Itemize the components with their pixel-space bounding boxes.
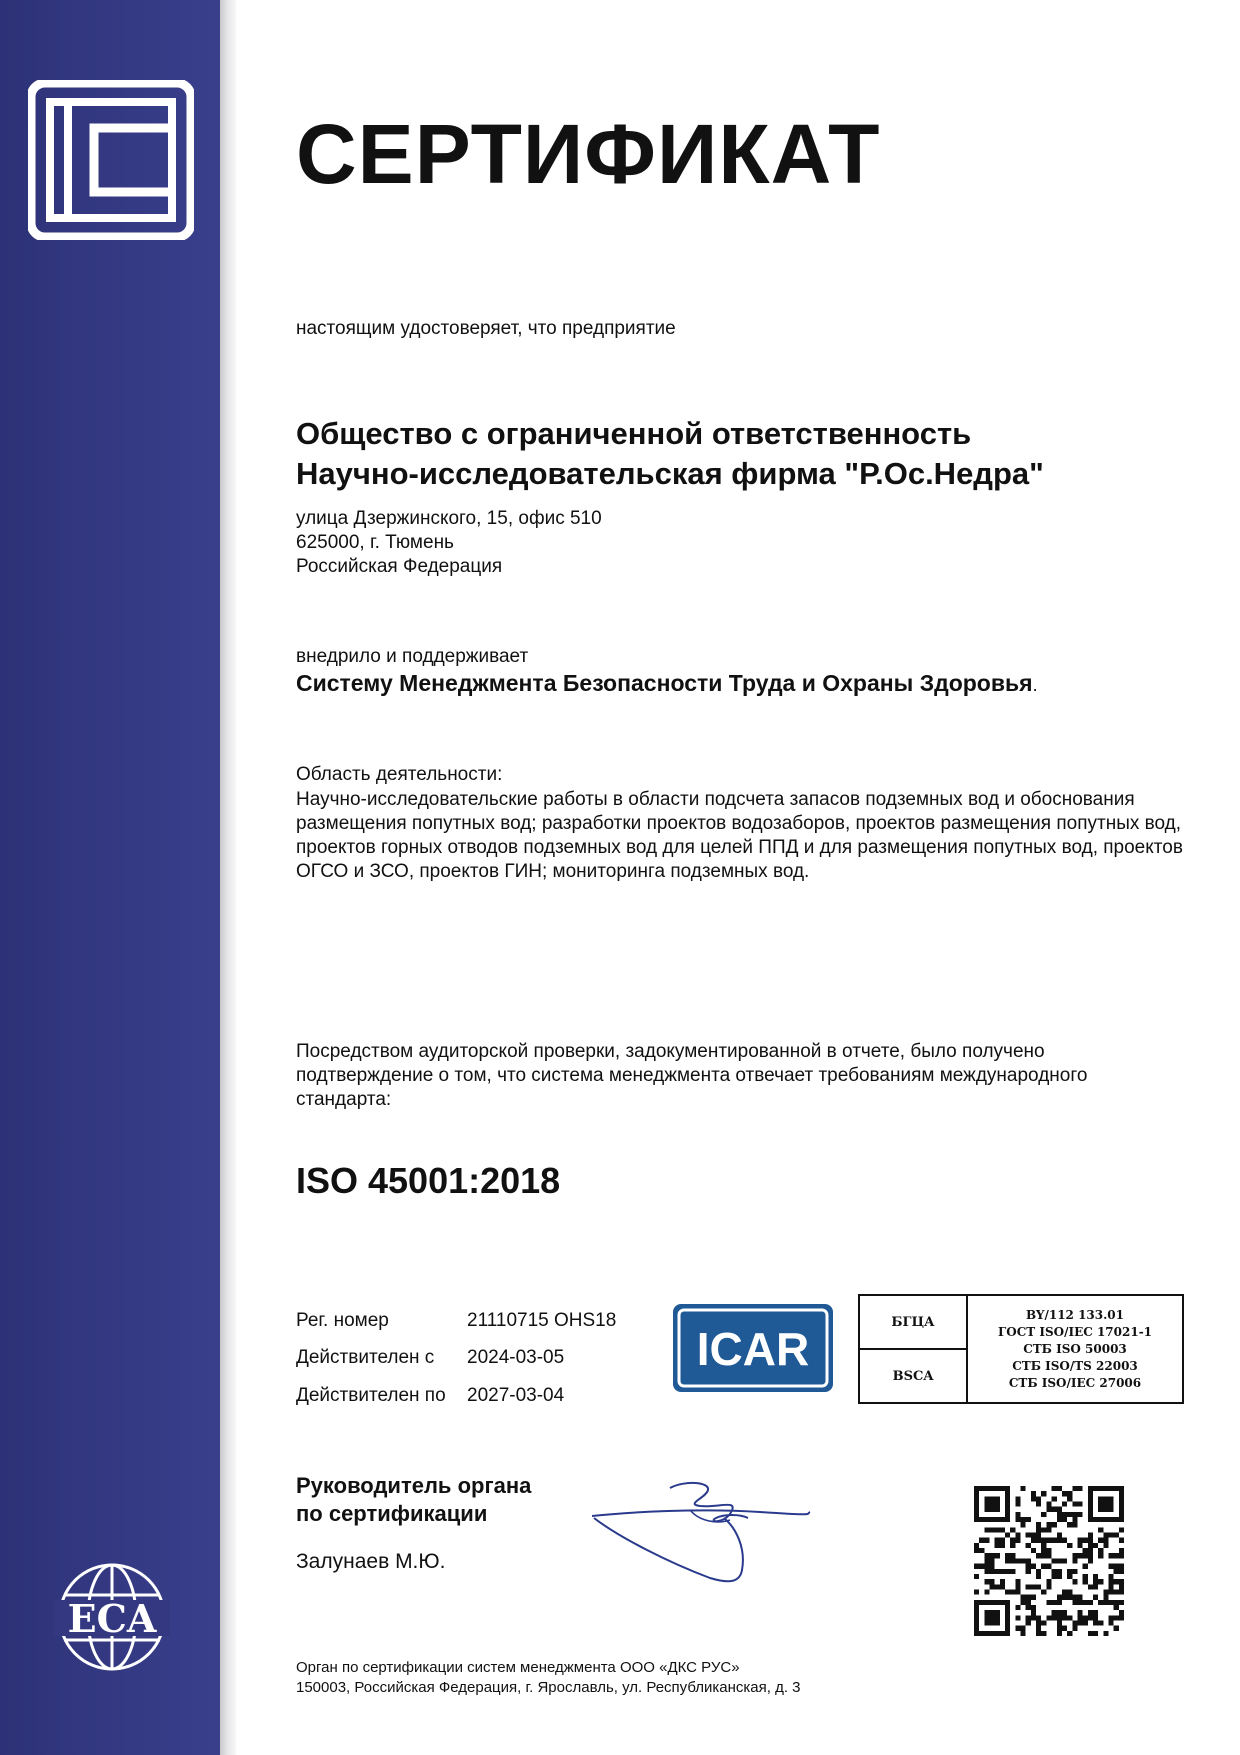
system-name: Систему Менеджмента Безопасности Труда и Охраны Здоровья (296, 670, 1033, 696)
accreditation-body-ru: БГЦА (859, 1295, 967, 1349)
intro-text: настоящим удостоверяет, что предприятие (296, 318, 676, 339)
company-name (296, 414, 1044, 494)
head-of-body-title (296, 1472, 531, 1528)
accreditation-line: СТБ ISO/TS 22003 (1012, 1358, 1138, 1373)
sidebar-edge (220, 0, 236, 1755)
ds-logo-icon (28, 80, 194, 240)
scope-text: Научно-исследовательские работы в области подсчета запасов подземных вод и обоснования размещения попутных вод; разработки проектов водозаборов, проектов размещения попутных вод, проектов горных отводов подземных вод для целей ППД и для размещения попутных вод, проектов ОГСО и ЗСО, проектов ГИН; мониторинга подземных вод. (296, 789, 1183, 882)
accreditation-table (858, 1294, 1184, 1404)
sidebar-band (0, 0, 220, 1755)
accreditation-line: BY/112 133.01 (1025, 1307, 1125, 1322)
accreditation-line: ГОСТ ISO/IEC 17021-1 (997, 1324, 1153, 1339)
audit-text: Посредством аудиторской проверки, задокументированной в отчете, было получено подтверждение о том, что система менеджмента отвечает требованиям международного стандарта: (296, 1041, 1088, 1110)
company-name-line1: Общество с ограниченной ответственность (296, 416, 972, 451)
eca-globe-logo (48, 1560, 176, 1678)
footer (296, 1658, 801, 1698)
scope-label: Область деятельности: (296, 764, 503, 785)
system-suffix: . (1032, 675, 1038, 695)
qr-code (974, 1486, 1124, 1636)
icar-logo-text: ICAR (696, 1323, 810, 1375)
implemented-label: внедрило и поддерживает (296, 646, 529, 667)
certificate-title: СЕРТИФИКАТ (296, 107, 881, 201)
accreditation-line: СТБ ISO 50003 (1023, 1341, 1127, 1356)
address-country: Российская Федерация (296, 556, 503, 577)
company-address (296, 507, 602, 579)
address-city: 625000, г. Тюмень (296, 532, 454, 553)
icar-logo (672, 1303, 834, 1393)
head-title-line1: Руководитель органа (296, 1473, 532, 1498)
reg-number-value: 21110715 OHS18 (467, 1310, 617, 1331)
eca-logo-text: ECA (67, 1596, 157, 1641)
management-system (296, 670, 1038, 697)
head-name: Залунаев М.Ю. (296, 1550, 446, 1573)
valid-to-value: 2027-03-04 (467, 1385, 565, 1406)
accreditation-standards (967, 1295, 1183, 1403)
valid-to-label: Действителен по (296, 1385, 446, 1406)
company-name-line2: Научно-исследовательская фирма "Р.Ос.Недра" (296, 456, 1044, 491)
valid-from-label: Действителен с (296, 1347, 435, 1368)
head-title-line2: по сертификации (296, 1501, 488, 1526)
standard-name: ISO 45001:2018 (296, 1160, 561, 1201)
footer-line1: Орган по сертификации систем менеджмента ООО «ДКС РУС» (296, 1659, 740, 1676)
reg-number-label: Рег. номер (296, 1310, 389, 1331)
accreditation-body-en: BSCA (859, 1349, 967, 1403)
address-street: улица Дзержинского, 15, офис 510 (296, 508, 602, 529)
accreditation-line: СТБ ISO/IEC 27006 (1008, 1375, 1142, 1390)
signature (590, 1478, 820, 1588)
footer-line2: 150003, Российская Федерация, г. Ярославль, ул. Республиканская, д. 3 (296, 1679, 801, 1696)
valid-from-value: 2024-03-05 (467, 1347, 565, 1368)
